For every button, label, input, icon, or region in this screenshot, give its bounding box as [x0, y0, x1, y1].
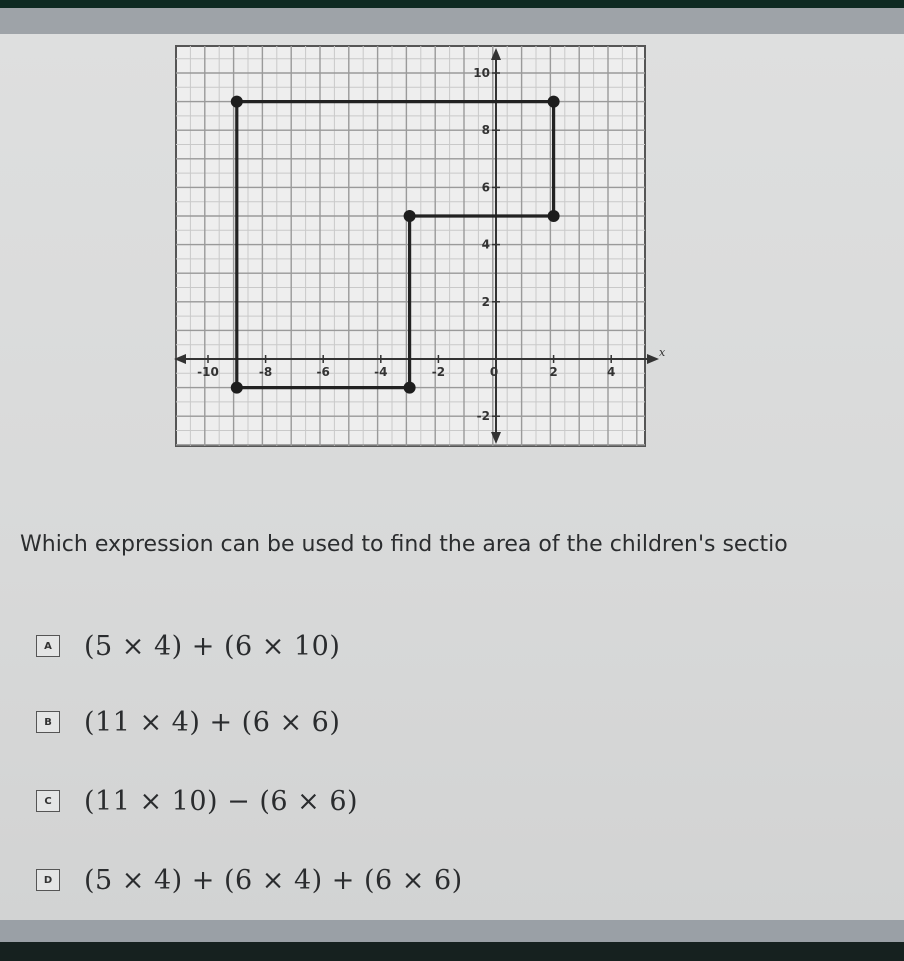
y-tick-label: 4 [481, 237, 490, 252]
x-axis-label: x [659, 346, 666, 359]
x-axis-arrow [647, 354, 659, 364]
option-d-letter: D [36, 869, 60, 891]
y-tick-label: 6 [481, 180, 490, 195]
option-d[interactable] [36, 862, 463, 898]
x-tick-label: 0 [489, 365, 499, 379]
vertex-point [548, 210, 560, 222]
option-b-letter: B [36, 711, 60, 733]
vertex-point [231, 382, 243, 394]
vertex-point [548, 96, 560, 108]
y-tick-label: 2 [481, 294, 490, 309]
option-a-letter: A [36, 635, 60, 657]
option-b[interactable] [36, 704, 340, 740]
y-tick-label: -2 [476, 409, 490, 424]
x-tick-label: 2 [549, 365, 558, 379]
vertex-point [404, 210, 416, 222]
x-tick-label: -4 [374, 365, 388, 379]
x-tick-label: -8 [258, 365, 273, 379]
vertex-point [231, 96, 243, 108]
y-tick-label: 10 [473, 66, 490, 80]
question-text: Which expression can be used to find the area of the children's sectio [20, 532, 788, 557]
option-a-text: (5 × 4) + (6 × 10) [84, 630, 341, 662]
option-c-text: (11 × 10) − (6 × 6) [84, 785, 359, 817]
x-tick-label: 4 [607, 365, 616, 379]
y-tick-label: 8 [481, 123, 490, 138]
option-b-text: (11 × 4) + (6 × 6) [84, 706, 341, 738]
option-c[interactable] [36, 783, 358, 819]
vertex-point [404, 382, 416, 394]
x-tick-label: -10 [197, 365, 219, 379]
x-tick-label: -2 [431, 365, 446, 379]
option-d-text: (5 × 4) + (6 × 4) + (6 × 6) [84, 864, 463, 896]
option-a[interactable] [36, 628, 340, 664]
option-c-letter: C [36, 790, 60, 812]
x-tick-label: -6 [316, 365, 330, 379]
